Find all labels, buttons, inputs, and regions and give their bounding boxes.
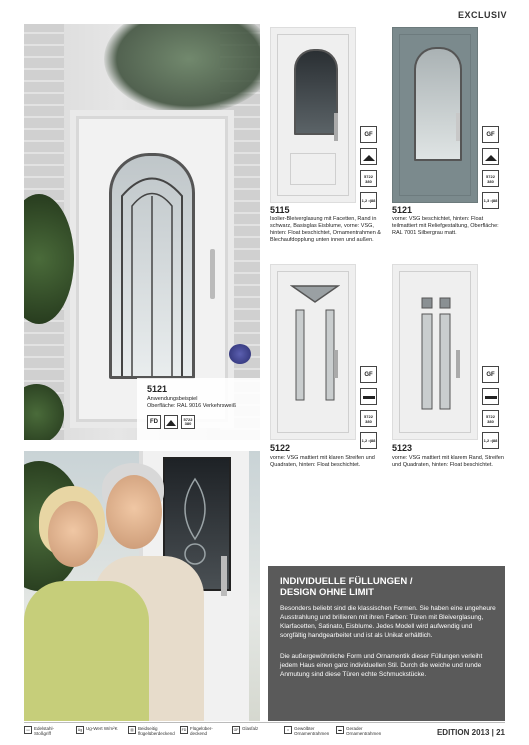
uvalue-icon: 1,2 •|88 xyxy=(360,192,377,209)
dimension-icon: 5722 380 xyxy=(482,410,499,427)
door-panel xyxy=(290,153,336,185)
couple-photo xyxy=(24,451,260,721)
info-title-line1: INDIVIDUELLE FÜLLUNGEN / xyxy=(280,576,413,587)
gf-icon: GF xyxy=(233,728,239,732)
man-face xyxy=(106,475,162,549)
door-handle xyxy=(210,249,215,299)
threshold-icon xyxy=(360,388,377,405)
door-glass-pattern xyxy=(290,282,340,412)
curved-frame-icon: ⌂ xyxy=(284,726,292,734)
dimension-icon: 5722 380 xyxy=(360,170,377,187)
door-handle xyxy=(456,113,460,141)
pull-handle-icon: ▭ xyxy=(24,726,32,734)
door-handle xyxy=(456,350,460,378)
product-description: Isolier-Bleiverglasung mit Facetten, Rand in schwarz, Basisglas Eisblume, vorne: VSG, hinten: Float beschichtet, Ornamentrahmen & Blechaufdopplung unten innen und außen. xyxy=(270,216,381,243)
product-icons-5123 xyxy=(482,366,499,449)
info-box xyxy=(268,566,505,721)
dimension-icon: 5722 380 xyxy=(482,170,499,187)
door-handle xyxy=(334,350,338,378)
product-number: 5122 xyxy=(270,443,291,453)
product-tile-5115 xyxy=(270,27,356,203)
legend-item: GF Glasfalz xyxy=(233,726,259,732)
product-description: vorne: VSG beschichtet, hinten: Float teilmattiert mit Reliefgestaltung, Oberfläche: RAL 7001 Silbergrau matt. xyxy=(392,216,499,236)
woman-face xyxy=(48,501,98,567)
legend-item: FD Flügelüber-deckend xyxy=(181,726,213,736)
door-glass xyxy=(294,49,338,135)
woman-cardigan xyxy=(24,581,149,721)
section-title: EXCLUSIV xyxy=(457,10,507,20)
legend-item: ⌂ Gewölbter Ornamentrahmen xyxy=(284,726,328,736)
hero-caption-line1: Anwendungsbeispiel xyxy=(147,396,198,402)
threshold-icon xyxy=(482,148,499,165)
u-value-icon: Ug xyxy=(77,728,83,732)
door-5121-photo xyxy=(76,116,228,422)
icon-legend xyxy=(24,726,380,736)
footer-divider xyxy=(24,722,505,723)
door-handle xyxy=(334,113,338,141)
product-icons-5122 xyxy=(360,366,377,449)
product-description: vorne: VSG mattiert mit klaren Streifen und Quadraten, hinten: Float beschichtet. xyxy=(270,455,375,468)
product-tile-5122 xyxy=(270,264,356,440)
gf-icon: GF xyxy=(360,126,377,143)
fd-icon: FD xyxy=(181,728,187,732)
door-glass-pattern xyxy=(420,296,454,416)
legend-item: ▭ Edelstahl-Stoßgriff xyxy=(24,726,68,736)
info-paragraph-1: Besonders beliebt sind die klassischen Formen. Sie haben eine ungeheure Ausstrahlung und brillieren mit ihren Farben: Türen mit Bleiverglasung, Klarfacetten, Satinato, Eisblume. Jedes Modell wird aufwendig und sorgfältig handgearbeitet und ist als Unikat erhältlich. xyxy=(280,605,496,639)
dimension-icon: 5722 380 xyxy=(181,415,195,429)
gf-icon: GF xyxy=(482,366,499,383)
threshold-icon xyxy=(360,148,377,165)
product-number: 5115 xyxy=(270,205,290,215)
product-tile-5123 xyxy=(392,264,478,440)
hero-caption xyxy=(137,378,260,440)
product-number: 5121 xyxy=(392,205,413,215)
gf-icon: GF xyxy=(360,366,377,383)
hero-number: 5121 xyxy=(147,384,168,394)
hero-icons xyxy=(147,415,195,429)
product-description: vorne: VSG mattiert mit klarem Rand, Streifen und Quadraten, hinten: Float beschichtet. xyxy=(392,455,504,468)
product-icons-5121 xyxy=(482,126,499,209)
product-number: 5123 xyxy=(392,443,413,453)
door-glass xyxy=(414,47,462,161)
legend-item: Ug Ug-Wert W/m²K xyxy=(77,726,118,732)
straight-frame-icon: ▬ xyxy=(336,726,344,734)
info-title-line2: DESIGN OHNE LIMIT xyxy=(280,587,374,598)
tree-leaves xyxy=(104,24,260,114)
uvalue-icon: 1,2 •|88 xyxy=(360,432,377,449)
door-handle xyxy=(221,556,227,596)
fd-icon: FD xyxy=(147,415,161,429)
hero-caption-line2: Oberfläche: RAL 9016 Verkehrsweiß xyxy=(147,403,237,409)
flower-pot xyxy=(229,344,251,364)
legend-item: ▬ Gerader Ornamentrahmen xyxy=(336,726,380,736)
threshold-icon xyxy=(164,415,178,429)
uvalue-icon: 1,3 •|88 xyxy=(482,192,499,209)
product-icons-5115 xyxy=(360,126,377,209)
dimension-icon: 5722 380 xyxy=(360,410,377,427)
legend-item: ▥ Beidseitig flügelüberdeckend xyxy=(128,726,172,736)
uvalue-icon: 1,2 •|88 xyxy=(482,432,499,449)
double-cover-icon: ▥ xyxy=(128,726,136,734)
info-paragraph-2: Die außergewöhnliche Form und Ornamentik dieser Füllungen verleiht jedem Haus einen ganz individuellen Stil. Durch die weiche und runde Anmutung sind diese Türen echte Schmuckstücke. xyxy=(280,653,483,678)
product-tile-5121 xyxy=(392,27,478,203)
shrub xyxy=(24,194,74,324)
threshold-icon xyxy=(482,388,499,405)
door-glass-arch xyxy=(109,153,195,379)
gf-icon: GF xyxy=(482,126,499,143)
page-number: EDITION 2013 | 21 xyxy=(436,728,505,737)
